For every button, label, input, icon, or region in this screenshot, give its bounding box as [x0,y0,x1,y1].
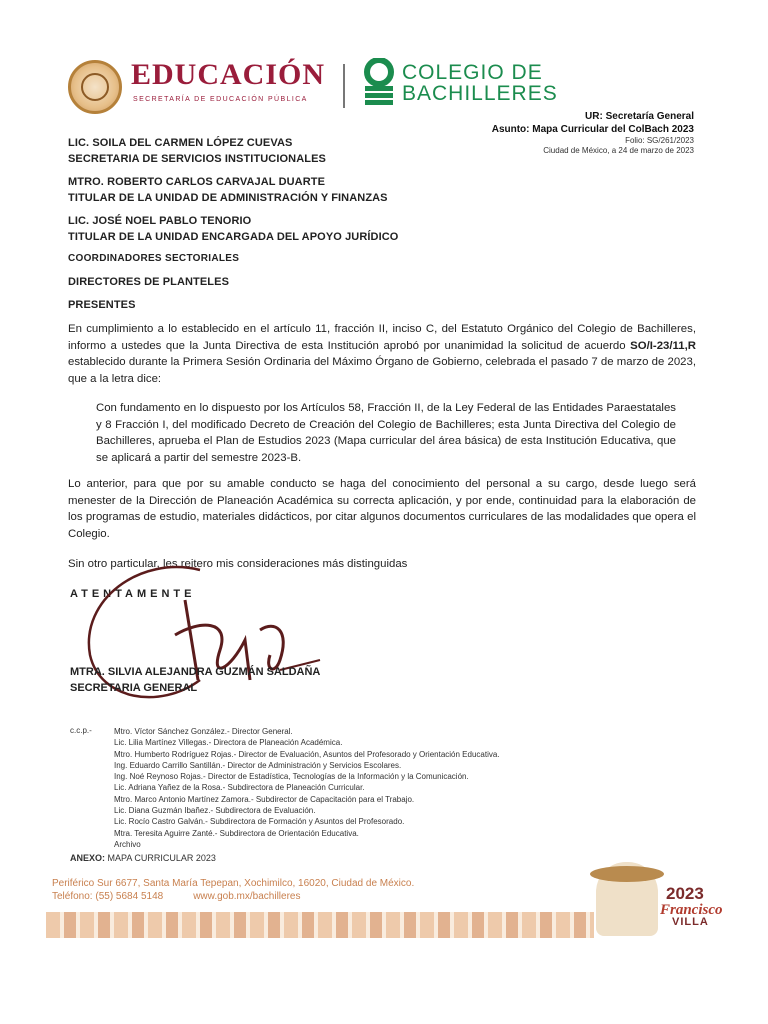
addressee-name: LIC. SOILA DEL CARMEN LÓPEZ CUEVAS [68,137,293,149]
ccp-item: Lic. Rocío Castro Galván.- Subdirectora de Formación y Asuntos del Profesorado. [114,817,405,827]
document-meta [492,110,694,136]
colegio-bachilleres-logo-text [402,62,558,104]
anexo-line [70,853,216,863]
villa-logo-text: VILLA [672,916,709,928]
anexo-value: MAPA CURRICULAR 2023 [107,853,216,863]
year-logo-text: 2023 [666,884,704,903]
directores-line: DIRECTORES DE PLANTELES [68,276,230,288]
sombrero-icon [590,866,664,882]
ccp-item: Mtra. Teresita Aguirre Zanté.- Subdirectora de Orientación Educativa. [114,828,359,838]
header-divider [343,64,345,108]
ccp-item: Mtro. Marco Antonio Martínez Zamora.- Subdirector de Capacitación para el Trabajo. [114,794,415,804]
ccp-item: Lic. Diana Guzmán Ibañez.- Subdirectora de Evaluación. [114,806,316,816]
colegio-bachilleres-logo-icon [362,58,396,106]
ur-line: UR: Secretaría General [585,111,694,122]
ccp-label: c.c.p.- [70,726,92,735]
educacion-logo-text: EDUCACIÓN [131,58,326,91]
handwritten-signature [80,560,340,720]
p1-text-b: establecido durante la Primera Sesión Ordinaria del Máximo Órgano de Gobierno, celebrada el pasado 7 de marzo de 2023, que a la letra dice: [68,356,696,385]
anexo-label: ANEXO: [70,853,106,863]
closing-sentence: Sin otro particular, les reitero mis consideraciones más distinguidas [68,558,408,570]
coordinadores-line: COORDINADORES SECTORIALES [68,253,240,264]
ccp-item: Lic. Lilia Martínez Villegas.- Directora de Planeación Académica. [114,738,343,748]
atentamente-label: ATENTAMENTE [70,588,196,600]
signer-role: SECRETARIA GENERAL [70,682,198,694]
addressee-2 [68,174,388,206]
presentes-line: PRESENTES [68,299,136,311]
folio-line: Folio: SG/261/2023 [625,136,694,145]
addressee-1 [68,135,326,167]
quoted-agreement: Con fundamento en lo dispuesto por los Artículos 58, Fracción II, de la Ley Federal de las Entidades Paraestatales y 8 Fracción I, del modificado Decreto de Creación del Colegio de Bachilleres; esta Junta Directiva del Colegio de Bachilleres, aprueba el Plan de Estudios 2023 (Mapa curricular del área básica) de esta Institución Educativa, que se aplicará a partir del semestre 2023-B. [96,402,676,464]
addressee-role: SECRETARIA DE SERVICIOS INSTITUCIONALES [68,153,326,165]
folio-date-block [543,136,694,156]
addressee-name: MTRO. ROBERTO CARLOS CARVAJAL DUARTE [68,176,326,188]
ccp-item: Ing. Eduardo Carrillo Santillán.- Director de Administración y Servicios Escolares. [114,760,402,770]
addressee-role: TITULAR DE LA UNIDAD DE ADMINISTRACIÓN Y FINANZAS [68,192,388,204]
signer-block [70,664,320,696]
footer-phone: Teléfono: (55) 5684 5148 [52,891,164,902]
footer-phone-web [52,890,414,903]
signer-name: MTRA. SILVIA ALEJANDRA GUZMÁN SALDAÑA [70,666,321,678]
francisco-logo-text: Francisco [660,902,723,918]
p1-text-a: En cumplimiento a lo establecido en el artículo 11, fracción II, inciso C, del Estatuto Orgánico del Colegio de Bachilleres, informo a ustedes que la Junta Directiva de esta Institución aprobó por unanimidad la solicitud de acuerdo [68,323,696,352]
footer-web-link[interactable]: www.gob.mx/bachilleres [193,891,301,902]
mexico-seal-logo [68,60,122,114]
footer-contact [52,877,414,903]
agreement-code: SO/I-23/11,R [630,339,696,352]
addressee-role: TITULAR DE LA UNIDAD ENCARGADA DEL APOYO JURÍDICO [68,231,399,243]
body-paragraph-2: Lo anterior, para que por su amable conducto se haga del conocimiento del personal a su cargo, desde luego será menester de la Dirección de Planeación Académica su correcta aplicación, y por ende, continuidad para la elaboración de los programas de estudio, materiales didácticos, por citar algunos documentos curriculares de las modalidades que opera el Colegio. [68,478,696,540]
decorative-pattern-band [46,912,594,938]
footer-address: Periférico Sur 6677, Santa María Tepepan, Xochimilco, 16020, Ciudad de México. [52,878,415,889]
addressee-name: LIC. JOSÉ NOEL PABLO TENORIO [68,215,252,227]
ccp-item: Lic. Adriana Yañez de la Rosa.- Subdirectora de Planeación Curricular. [114,783,365,793]
colegio-line: COLEGIO DE [402,61,543,84]
sep-subtitle: SECRETARÍA DE EDUCACIÓN PÚBLICA [133,96,308,103]
date-line: Ciudad de México, a 24 de marzo de 2023 [543,146,694,155]
ccp-item: Ing. Noé Reynoso Rojas.- Director de Estadística, Tecnologías de la Información y la Comunicación. [114,772,469,782]
asunto-line: Asunto: Mapa Curricular del ColBach 2023 [491,124,694,135]
ccp-item: Mtro. Víctor Sánchez González.- Director General. [114,727,293,736]
ccp-list [114,726,500,850]
seal-eagle-emblem [81,73,109,101]
addressee-3 [68,213,398,245]
ccp-item: Archivo [114,839,141,849]
ccp-item: Mtro. Humberto Rodríguez Rojas.- Director de Evaluación, Asuntos del Profesorado y Orientación Educativa. [114,749,500,759]
bachilleres-line: BACHILLERES [402,82,558,105]
body-paragraph-1 [68,321,696,387]
